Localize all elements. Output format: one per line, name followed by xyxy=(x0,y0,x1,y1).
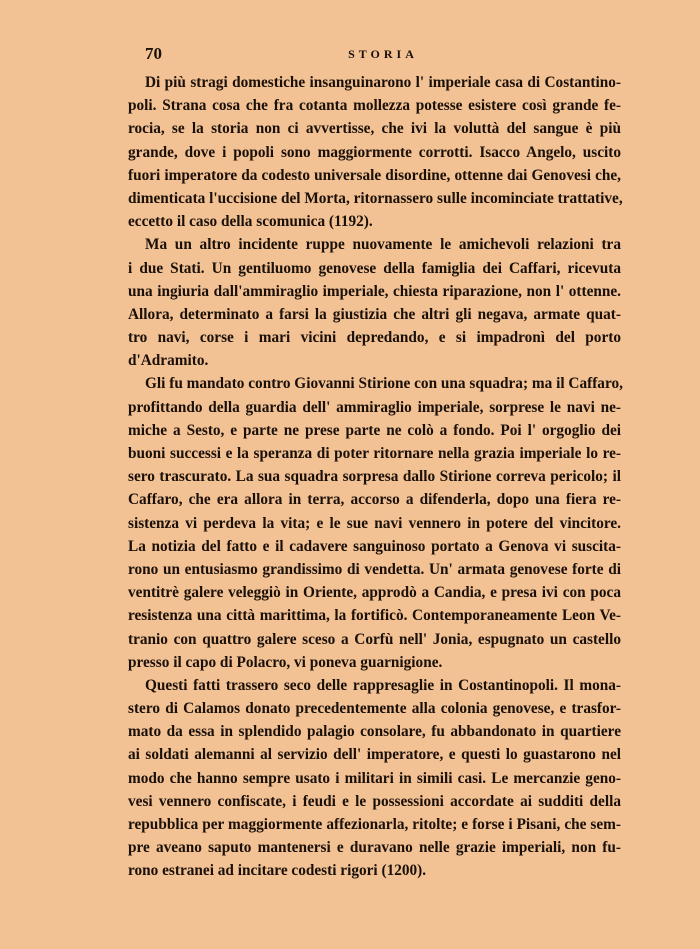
text-line: rocia, se la storia non ci avvertisse, che ivi la voluttà del sangue è più xyxy=(128,120,621,138)
text-line: Gli fu mandato contro Giovanni Stirione con una squadra; ma il Caffaro, xyxy=(145,375,623,393)
text-line: rono un entusiasmo grandissimo di vendetta. Un' armata genovese forte di xyxy=(128,560,621,578)
text-line: La notizia del fatto e il cadavere sanguinoso portato a Genova vi suscita- xyxy=(128,537,621,555)
text-line: Questi fatti trassero seco delle rappresaglie in Costantinopoli. Il mona- xyxy=(145,676,621,694)
running-head: STORIA xyxy=(348,47,418,61)
text-line: ventitrè galere veleggiò in Oriente, approdò a Candia, e presa ivi con poca xyxy=(128,584,621,602)
text-line: tranio con quattro galere sceso a Corfù nell' Jonia, espugnato un castello xyxy=(128,630,621,648)
text-line: una ingiuria dall'ammiraglio imperiale, chiesta riparazione, non l' ottenne. xyxy=(128,282,621,300)
page-number: 70 xyxy=(145,44,162,63)
text-line: dimenticata l'uccisione del Morta, ritornassero sulle incominciate trattative, xyxy=(128,189,623,207)
body-text xyxy=(128,71,621,883)
text-line: buoni successi e la speranza di poter ritornare nella grazia imperiale lo re- xyxy=(128,445,621,462)
text-line: presso il capo di Polacro, vi poneva guarnigione. xyxy=(128,653,443,671)
text-line: ai soldati alemanni al servizio dell' imperatore, e questi lo guastarono nel xyxy=(128,746,621,764)
text-line: tro navi, corse i mari vicini depredando, e si impadronì del porto xyxy=(128,329,621,347)
text-line: grande, dove i popoli sono maggiormente corrotti. Isacco Angelo, uscito xyxy=(128,143,621,161)
text-line: i due Stati. Un gentiluomo genovese della famiglia dei Caffari, ricevuta xyxy=(128,259,621,277)
text-line: profittando della guardia dell' ammiraglio imperiale, sorprese le navi ne- xyxy=(128,398,621,416)
text-line: Caffaro, che era allora in terra, accorso a difenderla, dopo una fiera re- xyxy=(128,491,621,509)
page-header xyxy=(145,44,621,68)
text-line: Allora, determinato a farsi la giustizia che altri gli negava, armate quat- xyxy=(128,305,621,323)
text-line: eccetto il caso della scomunica (1192). xyxy=(128,213,373,231)
text-line: sistenza vi perdeva la vita; e le sue navi vennero in potere del vincitore. xyxy=(128,514,621,532)
text-line: pre aveano saputo mantenersi e duravano nelle grazie imperiali, non fu- xyxy=(128,839,621,857)
text-line: fuori imperatore da codesto universale disordine, ottenne dai Genovesi che, xyxy=(128,166,621,184)
text-line: stero di Calamos donato precedentemente alla colonia genovese, e trasfor- xyxy=(128,700,621,718)
text-line: rono estranei ad incitare codesti rigori (1200). xyxy=(128,862,427,880)
text-line: vesi vennero confiscate, i feudi e le possessioni accordate ai sudditi della xyxy=(128,792,621,810)
text-line: miche a Sesto, e parte ne prese parte ne colò a fondo. Poi l' orgoglio dei xyxy=(128,421,621,439)
text-line: Ma un altro incidente ruppe nuovamente le amichevoli relazioni tra xyxy=(145,236,621,254)
text-line: Di più stragi domestiche insanguinarono l' imperiale casa di Costantino- xyxy=(145,74,621,91)
text-line: d'Adramito. xyxy=(128,352,209,370)
text-line: sero trascurato. La sua squadra sorpresa dallo Stirione correva pericolo; il xyxy=(128,468,621,486)
text-line: resistenza una città marittima, la fortificò. Contemporaneamente Leon Ve- xyxy=(128,607,621,625)
text-line: repubblica per maggiormente affezionarla, ritolte; e forse i Pisani, che sem- xyxy=(128,816,621,833)
text-line: mato da essa in splendido palagio consolare, fu abbandonato in quartiere xyxy=(128,723,621,741)
text-line: poli. Strana cosa che fra cotanta mollezza potesse esistere così grande fe- xyxy=(128,97,621,115)
text-line: modo che hanno sempre usato i militari in simili casi. Le mercanzie geno- xyxy=(128,769,621,787)
